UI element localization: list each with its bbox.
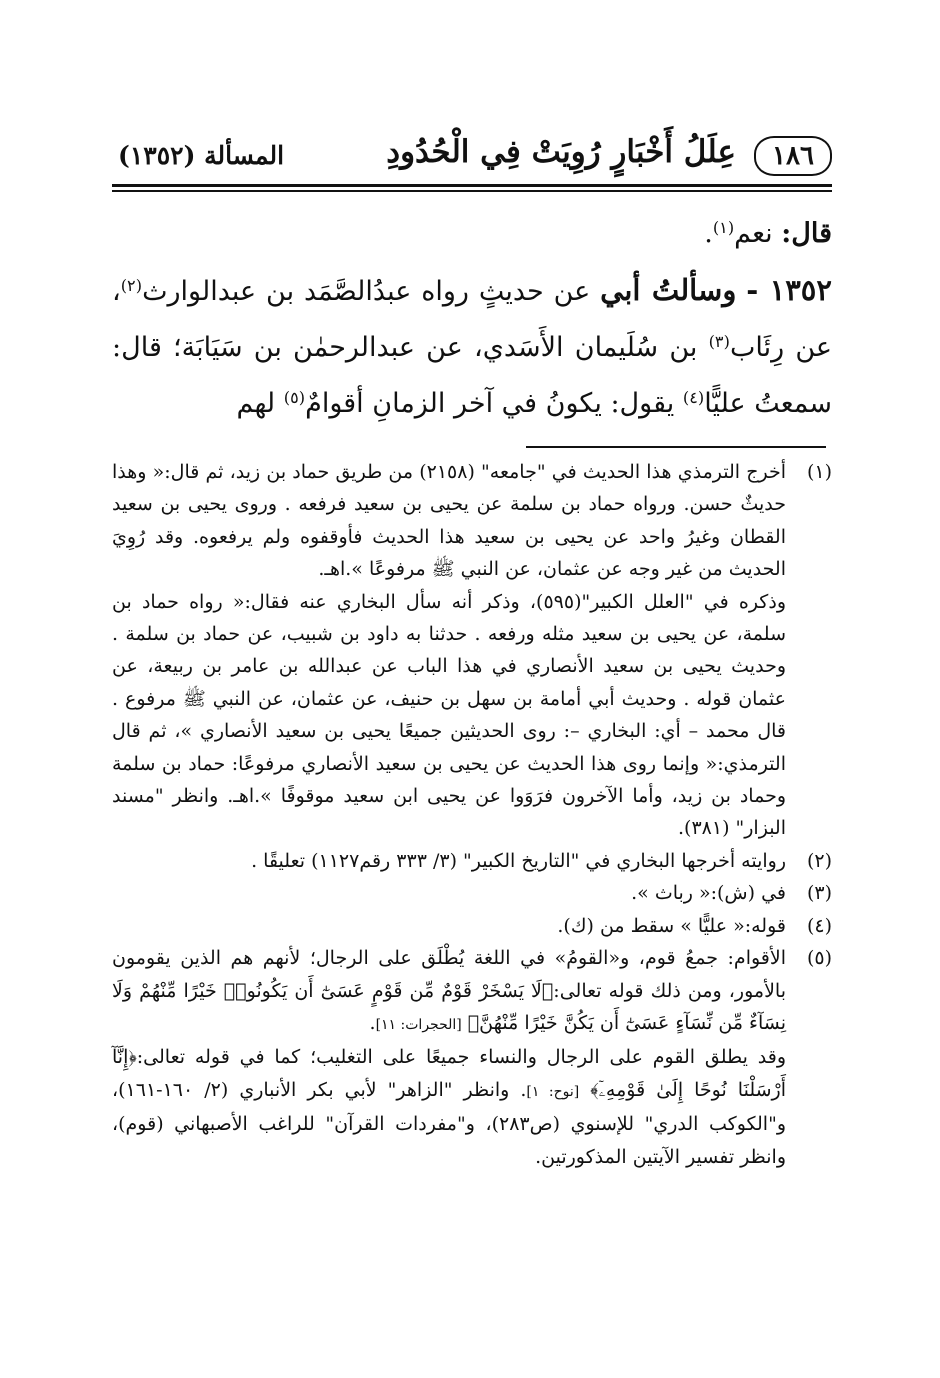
- footnote-text: أخرج الترمذي هذا الحديث في "جامعه" (٢١٥٨) من طريق حماد بن زيد، ثم قال:« وهذا حديثٌ حسن. ورواه حماد بن سلمة عن يحيى بن سعيد فرفعه . وروى يحيى بن سعيد القطان وغيرُ واحد عن يحيى بن سعيد هذا الحديث فأوقفوه ولم يرفعوه. وقد رُوِيَ الحديث من غير وجه عن عثمان، عن النبي ﷺ مرفوعًا ».اهـ.: [112, 461, 786, 581]
- footnote: [112, 910, 832, 942]
- main-text: [112, 206, 832, 432]
- footnote-separator: [526, 446, 826, 448]
- footnote-number: (١): [806, 461, 832, 483]
- footnote-ref: (١): [712, 218, 735, 237]
- header-rule-thick: [112, 184, 832, 187]
- footnote-text: [112, 1041, 786, 1173]
- answer-end: .: [704, 218, 713, 249]
- footnote-ref: (٢): [120, 276, 143, 295]
- footnote-text: روايته أخرجها البخاري في "التاريخ الكبير" (٣/ ٣٣٣ رقم١١٢٧) تعليقًا .: [251, 849, 786, 872]
- previous-answer: [112, 206, 832, 262]
- page-number: ١٨٦: [754, 136, 832, 176]
- issue-text: عن حديثٍ رواه عبدُالصَّمَد بن عبدالوارث: [142, 276, 591, 307]
- footnote-number: (٥): [806, 947, 832, 970]
- answer-label: قال:: [781, 218, 832, 249]
- footnote: [112, 942, 832, 1173]
- quran-verse: ﴿إِنَّآ أَرْسَلْنَا نُوحًا إِلَىٰ قَوْمِهِۦٓ﴾: [112, 1046, 786, 1101]
- footnote-number: (٣): [806, 882, 832, 905]
- footnote-text: وذكره في "العلل الكبير"(٥٩٥)، وذكر أنه سأل البخاري عنه فقال:« رواه حماد بن سلمة، عن يحيى بن سعيد مثله ورفعه . حدثنا به داود بن شبيب، عن حماد بن سلمة . وحديث يحيى بن سعيد الأنصاري في هذا الباب عن عبدالله بن عامر بن ربيعة، عن عثمان قوله . وحديث أبي أمامة بن سهل بن حنيف، عن عثمان، عن النبي ﷺ مرفوع . قال محمد – أي: البخاري –: روى الحديثين جميعًا يحيى بن سعيد الأنصاري »، ثم قال الترمذي:« وإنما روى هذا الحديث عن يحيى بن سعيد الأنصاري مرفوعًا: حماد بن سلمة وحماد بن زيد، وأما الآخرون فرَوَوا عن يحيى ابن سعيد موقوفًا ».اهـ. وانظر "مسند البزار" (٣٨١).: [112, 590, 786, 840]
- issue-paragraph: [112, 262, 832, 432]
- footnote-text-part: الأقوام: جمعُ قوم، و«القومُ» في اللغة يُطْلَق على الرجال؛ لأنهم هم الذين يقومون بالأمور، ومن ذلك قوله تعالى:: [112, 947, 787, 1002]
- header-rule-thin: [112, 190, 832, 192]
- footnote: [112, 845, 832, 877]
- footnote-text: [112, 942, 786, 1041]
- footnote-text-part: وقد يطلق القوم على الرجال والنساء جميعًا على التغليب؛ كما في قوله تعالى:: [136, 1046, 786, 1069]
- issue-text: ، عن رِئَاب: [112, 276, 832, 363]
- footnote-text-part: .: [369, 1011, 376, 1034]
- answer-text: نعم: [734, 218, 773, 249]
- footnote-ref: (٥): [283, 388, 306, 407]
- footnote: [112, 877, 832, 909]
- page-header: [112, 128, 832, 184]
- issue-text: يقول: يكونُ في آخر الزمانِ أقوامٌ: [305, 388, 683, 419]
- book-title: عِلَلُ أَخْبَارٍ رُوِيَتْ فِي الْحُدُودِ: [386, 134, 736, 170]
- footnote-ref: (٣): [708, 332, 730, 351]
- issue-number: ١٣٥٢ -: [746, 273, 832, 307]
- footnote-text: قوله:« عليًّا » سقط من (ك).: [557, 914, 786, 937]
- issue-label: المسألة (١٣٥٢): [118, 141, 285, 170]
- footnotes: [112, 456, 832, 1173]
- verse-reference: [نوح: ١]: [526, 1083, 580, 1100]
- quran-verse: ﴿لَا يَسْخَرْ قَوْمٌ مِّن قَوْمٍ عَسَىٰٓ أَن يَكُونُوا۟ خَيْرًا مِّنْهُمْ وَلَا نِسَآءٌ مِّن نِّسَآءٍ عَسَىٰٓ أَن يَكُنَّ خَيْرًا مِّنْهُنَّ﴾: [112, 979, 786, 1034]
- footnote: [112, 456, 832, 845]
- footnote-number: (٤): [806, 914, 832, 937]
- issue-text: بن سُلَيمان الأَسَدي، عن عبدالرحمٰن بن سَيَابَة؛ قال: سمعتُ عليًّا: [112, 332, 832, 419]
- footnote-text: في (ش):« رباث ».: [631, 882, 786, 905]
- asked-phrase: وسألتُ أبي: [600, 273, 737, 307]
- verse-reference: [الحجرات: ١١]: [375, 1016, 462, 1033]
- footnote-text-part: . وانظر "الزاهر" لأبي بكر الأنباري (٢/ ١٦٠-١٦١)، و"الكوكب الدري" للإسنوي (ص٢٨٣)، و"مفردات القرآن" للراغب الأصبهاني (قوم)، وانظر تفسير الآيتين المذكورتين.: [112, 1078, 786, 1168]
- footnote-ref: (٤): [682, 388, 705, 407]
- issue-text: لهم: [236, 388, 284, 419]
- footnote-number: (٢): [806, 849, 832, 872]
